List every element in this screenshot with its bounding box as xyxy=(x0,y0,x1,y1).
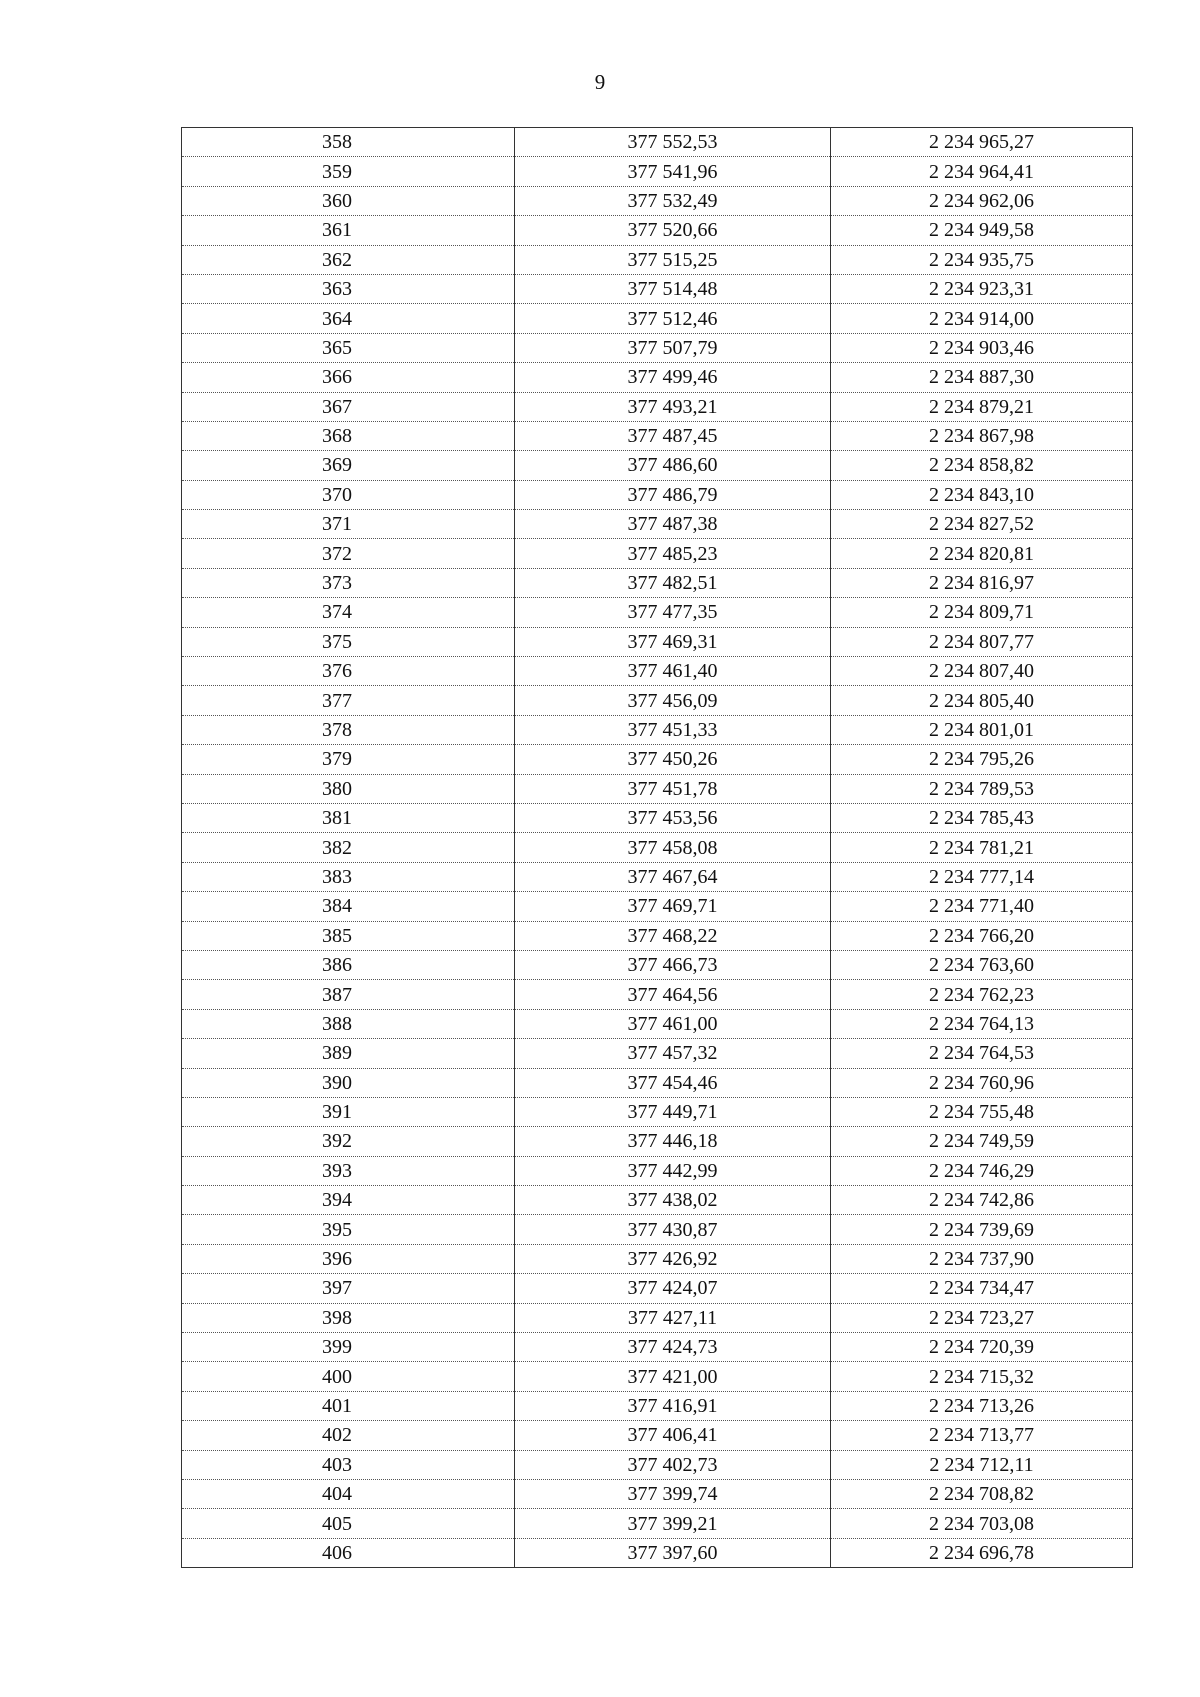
table-row xyxy=(182,480,1133,509)
point-number-cell: 361 xyxy=(182,216,515,245)
point-number-cell: 359 xyxy=(182,157,515,186)
point-number-cell: 393 xyxy=(182,1156,515,1185)
y-coordinate-cell: 2 234 789,53 xyxy=(831,774,1133,803)
point-number-cell: 383 xyxy=(182,862,515,891)
y-coordinate-cell: 2 234 887,30 xyxy=(831,363,1133,392)
table-row xyxy=(182,1333,1133,1362)
table-row xyxy=(182,921,1133,950)
point-number-cell: 405 xyxy=(182,1509,515,1538)
y-coordinate-cell: 2 234 827,52 xyxy=(831,510,1133,539)
point-number-cell: 400 xyxy=(182,1362,515,1391)
point-number-cell: 360 xyxy=(182,186,515,215)
y-coordinate-cell: 2 234 739,69 xyxy=(831,1215,1133,1244)
y-coordinate-cell: 2 234 712,11 xyxy=(831,1450,1133,1479)
coordinates-table-body xyxy=(182,128,1133,1568)
y-coordinate-cell: 2 234 713,77 xyxy=(831,1421,1133,1450)
point-number-cell: 358 xyxy=(182,128,515,157)
y-coordinate-cell: 2 234 742,86 xyxy=(831,1186,1133,1215)
table-row xyxy=(182,1215,1133,1244)
table-row xyxy=(182,274,1133,303)
y-coordinate-cell: 2 234 858,82 xyxy=(831,451,1133,480)
table-row xyxy=(182,598,1133,627)
y-coordinate-cell: 2 234 708,82 xyxy=(831,1479,1133,1508)
point-number-cell: 406 xyxy=(182,1538,515,1567)
y-coordinate-cell: 2 234 820,81 xyxy=(831,539,1133,568)
coordinates-table xyxy=(181,127,1133,1568)
x-coordinate-cell: 377 424,07 xyxy=(515,1274,831,1303)
x-coordinate-cell: 377 477,35 xyxy=(515,598,831,627)
table-row xyxy=(182,1068,1133,1097)
y-coordinate-cell: 2 234 715,32 xyxy=(831,1362,1133,1391)
table-row xyxy=(182,510,1133,539)
table-row xyxy=(182,1362,1133,1391)
x-coordinate-cell: 377 449,71 xyxy=(515,1097,831,1126)
y-coordinate-cell: 2 234 737,90 xyxy=(831,1244,1133,1273)
table-row xyxy=(182,1450,1133,1479)
x-coordinate-cell: 377 486,60 xyxy=(515,451,831,480)
table-row xyxy=(182,1391,1133,1420)
x-coordinate-cell: 377 442,99 xyxy=(515,1156,831,1185)
point-number-cell: 391 xyxy=(182,1097,515,1126)
table-row xyxy=(182,862,1133,891)
y-coordinate-cell: 2 234 785,43 xyxy=(831,803,1133,832)
point-number-cell: 376 xyxy=(182,657,515,686)
y-coordinate-cell: 2 234 764,53 xyxy=(831,1039,1133,1068)
table-row xyxy=(182,157,1133,186)
point-number-cell: 370 xyxy=(182,480,515,509)
table-row xyxy=(182,363,1133,392)
table-row xyxy=(182,657,1133,686)
x-coordinate-cell: 377 515,25 xyxy=(515,245,831,274)
x-coordinate-cell: 377 461,00 xyxy=(515,1009,831,1038)
table-row xyxy=(182,421,1133,450)
point-number-cell: 394 xyxy=(182,1186,515,1215)
point-number-cell: 397 xyxy=(182,1274,515,1303)
y-coordinate-cell: 2 234 723,27 xyxy=(831,1303,1133,1332)
y-coordinate-cell: 2 234 764,13 xyxy=(831,1009,1133,1038)
table-row xyxy=(182,774,1133,803)
y-coordinate-cell: 2 234 766,20 xyxy=(831,921,1133,950)
table-row xyxy=(182,950,1133,979)
x-coordinate-cell: 377 457,32 xyxy=(515,1039,831,1068)
x-coordinate-cell: 377 402,73 xyxy=(515,1450,831,1479)
x-coordinate-cell: 377 399,21 xyxy=(515,1509,831,1538)
x-coordinate-cell: 377 458,08 xyxy=(515,833,831,862)
y-coordinate-cell: 2 234 781,21 xyxy=(831,833,1133,862)
y-coordinate-cell: 2 234 964,41 xyxy=(831,157,1133,186)
point-number-cell: 390 xyxy=(182,1068,515,1097)
table-row xyxy=(182,1538,1133,1567)
y-coordinate-cell: 2 234 777,14 xyxy=(831,862,1133,891)
point-number-cell: 403 xyxy=(182,1450,515,1479)
table-row xyxy=(182,1127,1133,1156)
point-number-cell: 371 xyxy=(182,510,515,539)
x-coordinate-cell: 377 461,40 xyxy=(515,657,831,686)
table-row xyxy=(182,1274,1133,1303)
y-coordinate-cell: 2 234 949,58 xyxy=(831,216,1133,245)
x-coordinate-cell: 377 532,49 xyxy=(515,186,831,215)
x-coordinate-cell: 377 427,11 xyxy=(515,1303,831,1332)
x-coordinate-cell: 377 514,48 xyxy=(515,274,831,303)
y-coordinate-cell: 2 234 771,40 xyxy=(831,892,1133,921)
table-row xyxy=(182,1156,1133,1185)
table-row xyxy=(182,333,1133,362)
y-coordinate-cell: 2 234 720,39 xyxy=(831,1333,1133,1362)
y-coordinate-cell: 2 234 914,00 xyxy=(831,304,1133,333)
point-number-cell: 398 xyxy=(182,1303,515,1332)
table-row xyxy=(182,803,1133,832)
x-coordinate-cell: 377 520,66 xyxy=(515,216,831,245)
point-number-cell: 401 xyxy=(182,1391,515,1420)
y-coordinate-cell: 2 234 935,75 xyxy=(831,245,1133,274)
table-row xyxy=(182,245,1133,274)
x-coordinate-cell: 377 406,41 xyxy=(515,1421,831,1450)
x-coordinate-cell: 377 446,18 xyxy=(515,1127,831,1156)
y-coordinate-cell: 2 234 760,96 xyxy=(831,1068,1133,1097)
point-number-cell: 369 xyxy=(182,451,515,480)
table-row xyxy=(182,627,1133,656)
x-coordinate-cell: 377 464,56 xyxy=(515,980,831,1009)
point-number-cell: 367 xyxy=(182,392,515,421)
x-coordinate-cell: 377 430,87 xyxy=(515,1215,831,1244)
point-number-cell: 399 xyxy=(182,1333,515,1362)
y-coordinate-cell: 2 234 816,97 xyxy=(831,568,1133,597)
y-coordinate-cell: 2 234 734,47 xyxy=(831,1274,1133,1303)
y-coordinate-cell: 2 234 962,06 xyxy=(831,186,1133,215)
x-coordinate-cell: 377 399,74 xyxy=(515,1479,831,1508)
y-coordinate-cell: 2 234 762,23 xyxy=(831,980,1133,1009)
y-coordinate-cell: 2 234 923,31 xyxy=(831,274,1133,303)
table-row xyxy=(182,686,1133,715)
x-coordinate-cell: 377 451,78 xyxy=(515,774,831,803)
table-row xyxy=(182,568,1133,597)
table-row xyxy=(182,1039,1133,1068)
y-coordinate-cell: 2 234 903,46 xyxy=(831,333,1133,362)
x-coordinate-cell: 377 397,60 xyxy=(515,1538,831,1567)
table-row xyxy=(182,1009,1133,1038)
point-number-cell: 362 xyxy=(182,245,515,274)
table-row xyxy=(182,1244,1133,1273)
x-coordinate-cell: 377 493,21 xyxy=(515,392,831,421)
y-coordinate-cell: 2 234 965,27 xyxy=(831,128,1133,157)
point-number-cell: 374 xyxy=(182,598,515,627)
x-coordinate-cell: 377 438,02 xyxy=(515,1186,831,1215)
point-number-cell: 389 xyxy=(182,1039,515,1068)
y-coordinate-cell: 2 234 879,21 xyxy=(831,392,1133,421)
point-number-cell: 377 xyxy=(182,686,515,715)
x-coordinate-cell: 377 451,33 xyxy=(515,715,831,744)
x-coordinate-cell: 377 453,56 xyxy=(515,803,831,832)
table-row xyxy=(182,1303,1133,1332)
table-row xyxy=(182,1421,1133,1450)
point-number-cell: 388 xyxy=(182,1009,515,1038)
x-coordinate-cell: 377 468,22 xyxy=(515,921,831,950)
table-row xyxy=(182,980,1133,1009)
point-number-cell: 373 xyxy=(182,568,515,597)
x-coordinate-cell: 377 512,46 xyxy=(515,304,831,333)
table-row xyxy=(182,216,1133,245)
x-coordinate-cell: 377 467,64 xyxy=(515,862,831,891)
table-row xyxy=(182,892,1133,921)
table-row xyxy=(182,128,1133,157)
x-coordinate-cell: 377 469,31 xyxy=(515,627,831,656)
point-number-cell: 396 xyxy=(182,1244,515,1273)
y-coordinate-cell: 2 234 763,60 xyxy=(831,950,1133,979)
point-number-cell: 378 xyxy=(182,715,515,744)
table-row xyxy=(182,186,1133,215)
table-row xyxy=(182,1479,1133,1508)
x-coordinate-cell: 377 507,79 xyxy=(515,333,831,362)
x-coordinate-cell: 377 487,45 xyxy=(515,421,831,450)
point-number-cell: 385 xyxy=(182,921,515,950)
point-number-cell: 379 xyxy=(182,745,515,774)
x-coordinate-cell: 377 487,38 xyxy=(515,510,831,539)
point-number-cell: 402 xyxy=(182,1421,515,1450)
table-row xyxy=(182,539,1133,568)
x-coordinate-cell: 377 485,23 xyxy=(515,539,831,568)
table-row xyxy=(182,1509,1133,1538)
y-coordinate-cell: 2 234 795,26 xyxy=(831,745,1133,774)
y-coordinate-cell: 2 234 746,29 xyxy=(831,1156,1133,1185)
y-coordinate-cell: 2 234 807,40 xyxy=(831,657,1133,686)
table-row xyxy=(182,392,1133,421)
table-row xyxy=(182,1097,1133,1126)
point-number-cell: 364 xyxy=(182,304,515,333)
point-number-cell: 365 xyxy=(182,333,515,362)
x-coordinate-cell: 377 552,53 xyxy=(515,128,831,157)
point-number-cell: 366 xyxy=(182,363,515,392)
x-coordinate-cell: 377 469,71 xyxy=(515,892,831,921)
y-coordinate-cell: 2 234 867,98 xyxy=(831,421,1133,450)
y-coordinate-cell: 2 234 713,26 xyxy=(831,1391,1133,1420)
y-coordinate-cell: 2 234 703,08 xyxy=(831,1509,1133,1538)
y-coordinate-cell: 2 234 843,10 xyxy=(831,480,1133,509)
point-number-cell: 380 xyxy=(182,774,515,803)
y-coordinate-cell: 2 234 807,77 xyxy=(831,627,1133,656)
point-number-cell: 395 xyxy=(182,1215,515,1244)
x-coordinate-cell: 377 486,79 xyxy=(515,480,831,509)
table-row xyxy=(182,1186,1133,1215)
x-coordinate-cell: 377 424,73 xyxy=(515,1333,831,1362)
x-coordinate-cell: 377 454,46 xyxy=(515,1068,831,1097)
x-coordinate-cell: 377 421,00 xyxy=(515,1362,831,1391)
table-row xyxy=(182,451,1133,480)
point-number-cell: 387 xyxy=(182,980,515,1009)
table-row xyxy=(182,304,1133,333)
table-row xyxy=(182,833,1133,862)
x-coordinate-cell: 377 541,96 xyxy=(515,157,831,186)
y-coordinate-cell: 2 234 696,78 xyxy=(831,1538,1133,1567)
point-number-cell: 368 xyxy=(182,421,515,450)
y-coordinate-cell: 2 234 749,59 xyxy=(831,1127,1133,1156)
y-coordinate-cell: 2 234 805,40 xyxy=(831,686,1133,715)
point-number-cell: 375 xyxy=(182,627,515,656)
x-coordinate-cell: 377 499,46 xyxy=(515,363,831,392)
point-number-cell: 381 xyxy=(182,803,515,832)
point-number-cell: 363 xyxy=(182,274,515,303)
y-coordinate-cell: 2 234 801,01 xyxy=(831,715,1133,744)
x-coordinate-cell: 377 456,09 xyxy=(515,686,831,715)
table-row xyxy=(182,745,1133,774)
x-coordinate-cell: 377 482,51 xyxy=(515,568,831,597)
point-number-cell: 372 xyxy=(182,539,515,568)
x-coordinate-cell: 377 416,91 xyxy=(515,1391,831,1420)
y-coordinate-cell: 2 234 755,48 xyxy=(831,1097,1133,1126)
point-number-cell: 392 xyxy=(182,1127,515,1156)
x-coordinate-cell: 377 466,73 xyxy=(515,950,831,979)
x-coordinate-cell: 377 450,26 xyxy=(515,745,831,774)
point-number-cell: 404 xyxy=(182,1479,515,1508)
point-number-cell: 382 xyxy=(182,833,515,862)
point-number-cell: 384 xyxy=(182,892,515,921)
table-row xyxy=(182,715,1133,744)
x-coordinate-cell: 377 426,92 xyxy=(515,1244,831,1273)
point-number-cell: 386 xyxy=(182,950,515,979)
page-number: 9 xyxy=(594,70,606,94)
y-coordinate-cell: 2 234 809,71 xyxy=(831,598,1133,627)
